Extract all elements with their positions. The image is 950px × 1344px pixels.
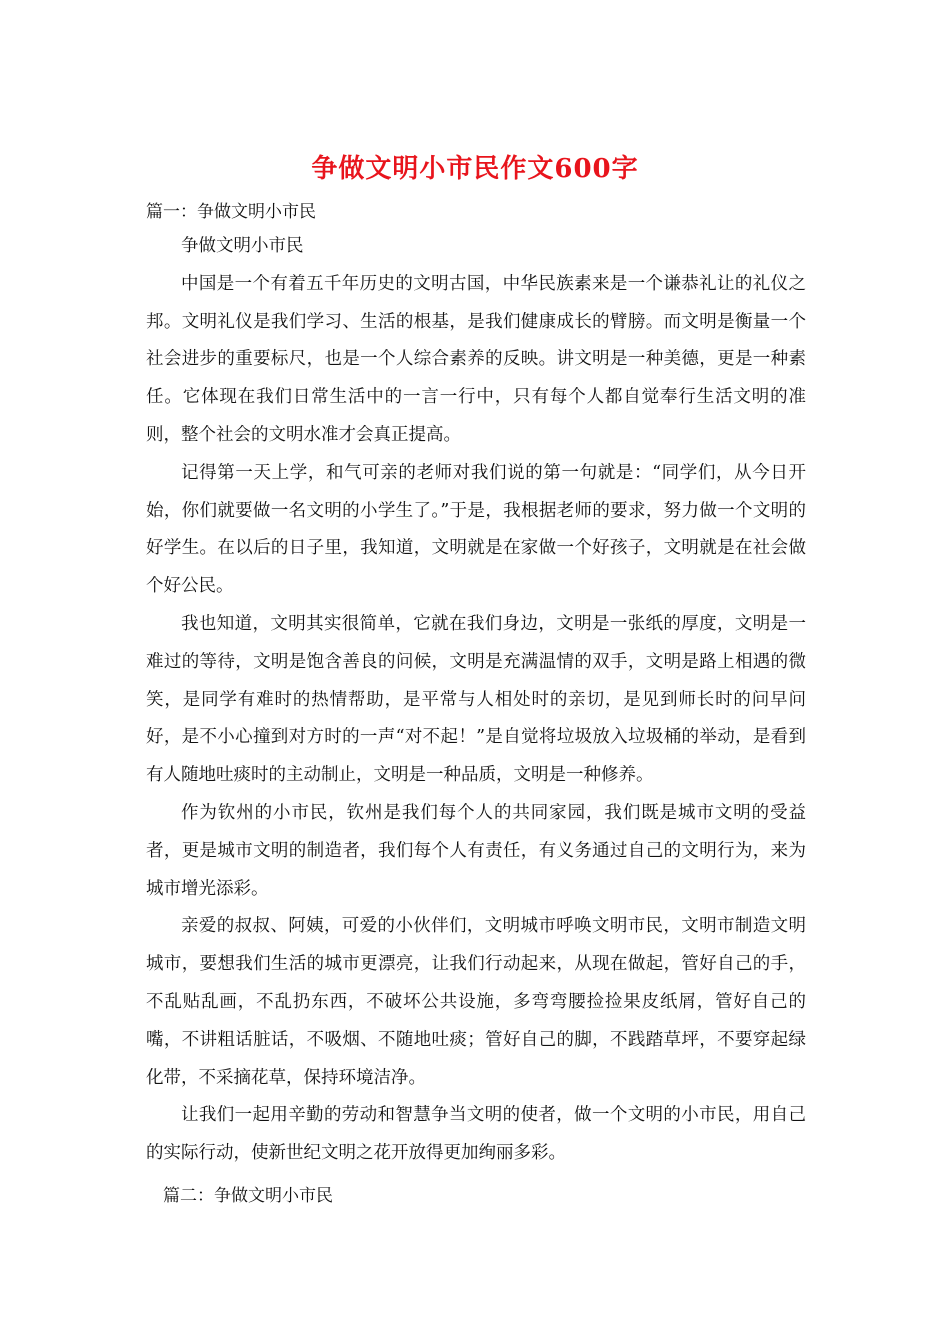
paragraph-4: 作为钦州的小市民，钦州是我们每个人的共同家园，我们既是城市文明的受益者，更是城市文明的制造者，我们每个人有责任，有义务通过自己的文明行为，来为城市增光添彩。 [146,802,806,899]
section-1-heading: 篇一：争做文明小市民 [146,202,316,222]
document-title: 争做文明小市民作文600字 [311,154,639,184]
document-body [146,228,806,1173]
paragraph-subtitle: 争做文明小市民 [181,236,304,256]
paragraph-5: 亲爱的叔叔、阿姨，可爱的小伙伴们，文明城市呼唤文明市民，文明市制造文明城市，要想我们生活的城市更漂亮，让我们行动起来，从现在做起，管好自己的手，不乱贴乱画，不乱扔东西，不破坏公共设施，多弯弯腰捡捡果皮纸屑，管好自己的嘴，不讲粗话脏话，不吸烟、不随地吐痰；管好自己的脚，不践踏草坪，不要穿起绿化带，不采摘花草，保持环境洁净。 [146,916,806,1088]
paragraph-6: 让我们一起用辛勤的劳动和智慧争当文明的使者，做一个文明的小市民，用自己的实际行动，使新世纪文明之花开放得更加绚丽多彩。 [146,1105,806,1164]
section-2-heading: 篇二：争做文明小市民 [163,1186,333,1206]
paragraph-1: 中国是一个有着五千年历史的文明古国，中华民族素来是一个谦恭礼让的礼仪之邦。文明礼仪是我们学习、生活的根基，是我们健康成长的臂膀。而文明是衡量一个社会进步的重要标尺，也是一个人综合素养的反映。讲文明是一种美德，更是一种素任。它体现在我们日常生活中的一言一行中，只有每个人都自觉奉行生活文明的准则，整个社会的文明水准才会真正提高。 [146,273,806,445]
paragraph-3: 我也知道，文明其实很简单，它就在我们身边，文明是一张纸的厚度，文明是一难过的等待，文明是饱含善良的问候，文明是充满温情的双手，文明是路上相遇的微笑，是同学有难时的热情帮助，是平常与人相处时的亲切，是见到师长时的问早问好，是不小心撞到对方时的一声“对不起！”是自觉将垃圾放入垃圾桶的举动，是看到有人随地吐痰时的主动制止，文明是一种品质，文明是一种修养。 [146,613,806,786]
paragraph-2: 记得第一天上学，和气可亲的老师对我们说的第一句就是：“同学们，从今日开始，你们就要做一名文明的小学生了。”于是，我根据老师的要求，努力做一个文明的好学生。在以后的日子里，我知道，文明就是在家做一个好孩子，文明就是在社会做个好公民。 [146,462,806,597]
